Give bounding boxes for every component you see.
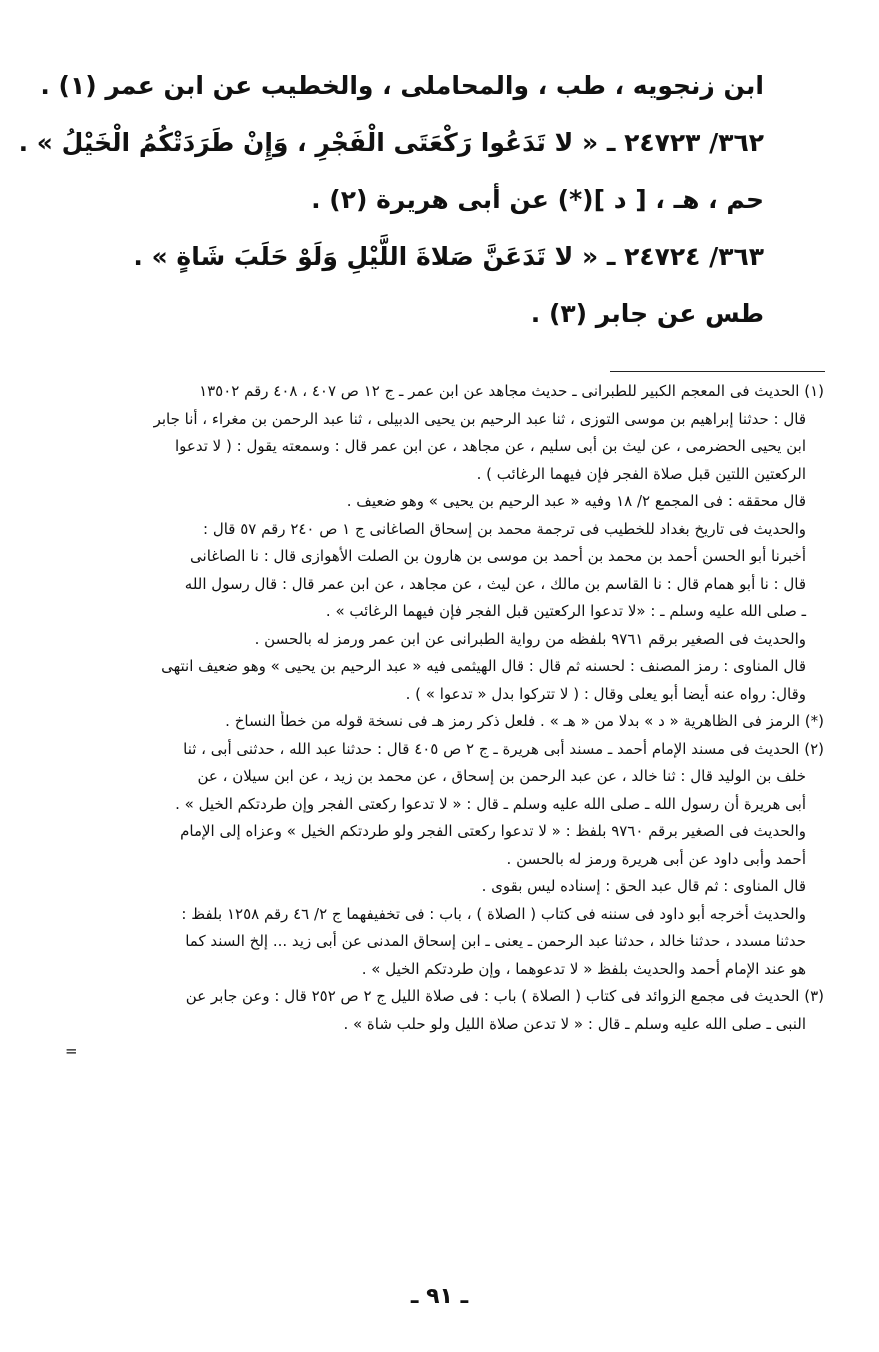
footnote-line: أحمد وأبى داود عن أبى هريرة ورمز له بالحسن . (506, 849, 806, 868)
main-hadith-text (18, 71, 764, 357)
continuation-mark: = (65, 1042, 78, 1060)
hadith-24724: ٣٦٣/ ٢٤٧٢٤ ـ « لا تَدَعَنَّ صَلاةَ اللَّيْلِ وَلَوْ حَلَبَ شَاةٍ » . (133, 242, 764, 271)
footnote-line: ـ صلى الله عليه وسلم ـ : «لا تدعوا الركعتين قبل الفجر فإن فيهما الرغائب » . (325, 602, 806, 620)
footnote-line: والحديث فى تاريخ بغداد للخطيب فى ترجمة محمد بن إسحاق الصاغانى ج ١ ص ٢٤٠ رقم ٥٧ قال : (203, 519, 806, 538)
footnote-line: والحديث فى الصغير برقم ٩٧٦١ بلفظه من رواية الطبرانى عن ابن عمر ورمز له بالحسن . (254, 629, 806, 648)
footnote-line: هو عند الإمام أحمد والحديث بلفظ « لا تدعوهما ، وإن طردتكم الخيل » . (361, 959, 806, 978)
footnote-line: (١) الحديث فى المعجم الكبير للطبرانى ـ حديث مجاهد عن ابن عمر ـ ج ١٢ ص ٤٠٧ ، ٤٠٨ رقم ١٣٥٠٢ (199, 382, 824, 400)
page-number: ـ ٩١ ـ (410, 1284, 469, 1309)
footnote-divider (610, 371, 825, 372)
source-attribution-line: حم ، هـ ، [ د ](*) عن أبى هريرة (٢) . (311, 185, 764, 214)
footnote-line: (٣) الحديث فى مجمع الزوائد فى كتاب ( الصلاة ) باب : فى صلاة الليل ج ٢ ص ٢٥٢ قال : وعن جابر عن (185, 987, 824, 1005)
footnote-line: حدثنا مسدد ، حدثنا خالد ، حدثنا عبد الرحمن ـ يعنى ـ ابن إسحاق المدنى عن أبى زيد ... إلخ السند كما (185, 932, 806, 950)
footnotes (55, 381, 824, 1069)
footnote-line: أبى هريرة أن رسول الله ـ صلى الله عليه وسلم ـ قال : « لا تدعوا ركعتى الفجر وإن طردتكم الخيل » . (175, 794, 806, 813)
source-attribution-line: ابن زنجويه ، طب ، والمحاملى ، والخطيب عن ابن عمر (١) . (40, 71, 764, 100)
hadith-24723: ٣٦٢/ ٢٤٧٢٣ ـ « لا تَدَعُوا رَكْعَتَى الْفَجْرِ ، وَإِنْ طَرَدَتْكُمُ الْخَيْلُ » . (18, 128, 764, 157)
footnote-line: النبى ـ صلى الله عليه وسلم ـ قال : « لا تدعن صلاة الليل ولو حلب شاة » . (343, 1014, 806, 1033)
footnote-line: ابن يحيى الحضرمى ، عن ليث بن أبى سليم ، عن مجاهد ، عن ابن عمر قال : وسمعته يقول : ( لا تدعوا (175, 437, 806, 455)
footnote-line: قال : حدثنا إبراهيم بن موسى التوزى ، ثنا عبد الرحيم بن يحيى الدبيلى ، ثنا عبد الرحمن بن مغراء ، أنا جابر (153, 409, 806, 428)
footnote-line: والحديث أخرجه أبو داود فى سننه فى كتاب ( الصلاة ) ، باب : فى تخفيفهما ج ٢/ ٤٦ رقم ١٢٥٨ بلفظ : (181, 904, 806, 923)
footnote-line: قال : نا أبو همام قال : نا القاسم بن مالك ، عن ليث ، عن مجاهد ، عن ابن عمر قال : قال رسول الله (184, 574, 806, 593)
footnote-line: خلف بن الوليد قال : ثنا خالد ، عن عبد الرحمن بن إسحاق ، عن محمد بن زيد ، عن ابن سيلان ، عن (197, 767, 806, 785)
source-attribution-line: طس عن جابر (٣) . (530, 299, 764, 328)
footnote-line: قال محققه : فى المجمع ٢/ ١٨ وفيه « عبد الرحيم بن يحيى » وهو ضعيف . (346, 492, 806, 510)
footnote-line: أخبرنا أبو الحسن أحمد بن محمد بن أحمد بن موسى بن هارون بن الصلت الأهوازى قال : نا الصاغانى (190, 547, 806, 565)
footnote-line: وقال: رواه عنه أيضا أبو يعلى وقال : ( لا تتركوا بدل « تدعوا » ) . (405, 684, 806, 703)
footnote-line: (*) الرمز فى الظاهرية « د » بدلا من « هـ » . فلعل ذكر رمز هـ فى نسخة قوله من خطأ النساخ . (225, 712, 824, 730)
footnote-line: الركعتين اللتين قبل صلاة الفجر فإن فيهما الرغائب ) . (476, 464, 806, 483)
footnote-line: (٢) الحديث فى مسند الإمام أحمد ـ مسند أبى هريرة ـ ج ٢ ص ٤٠٥ قال : حدثنا عبد الله ، حدثنى أبى ، ثنا (183, 739, 824, 758)
footnote-line: قال المناوى : رمز المصنف : لحسنه ثم قال : قال الهيثمى فيه « عبد الرحيم بن يحيى » وهو ضعيف انتهى (161, 657, 806, 675)
footnote-line: قال المناوى : ثم قال عبد الحق : إسناده ليس بقوى . (481, 877, 806, 895)
footnote-line: والحديث فى الصغير برقم ٩٧٦٠ بلفظ : « لا تدعوا ركعتى الفجر ولو طردتكم الخيل » وعزاه إلى الإمام (180, 822, 806, 840)
